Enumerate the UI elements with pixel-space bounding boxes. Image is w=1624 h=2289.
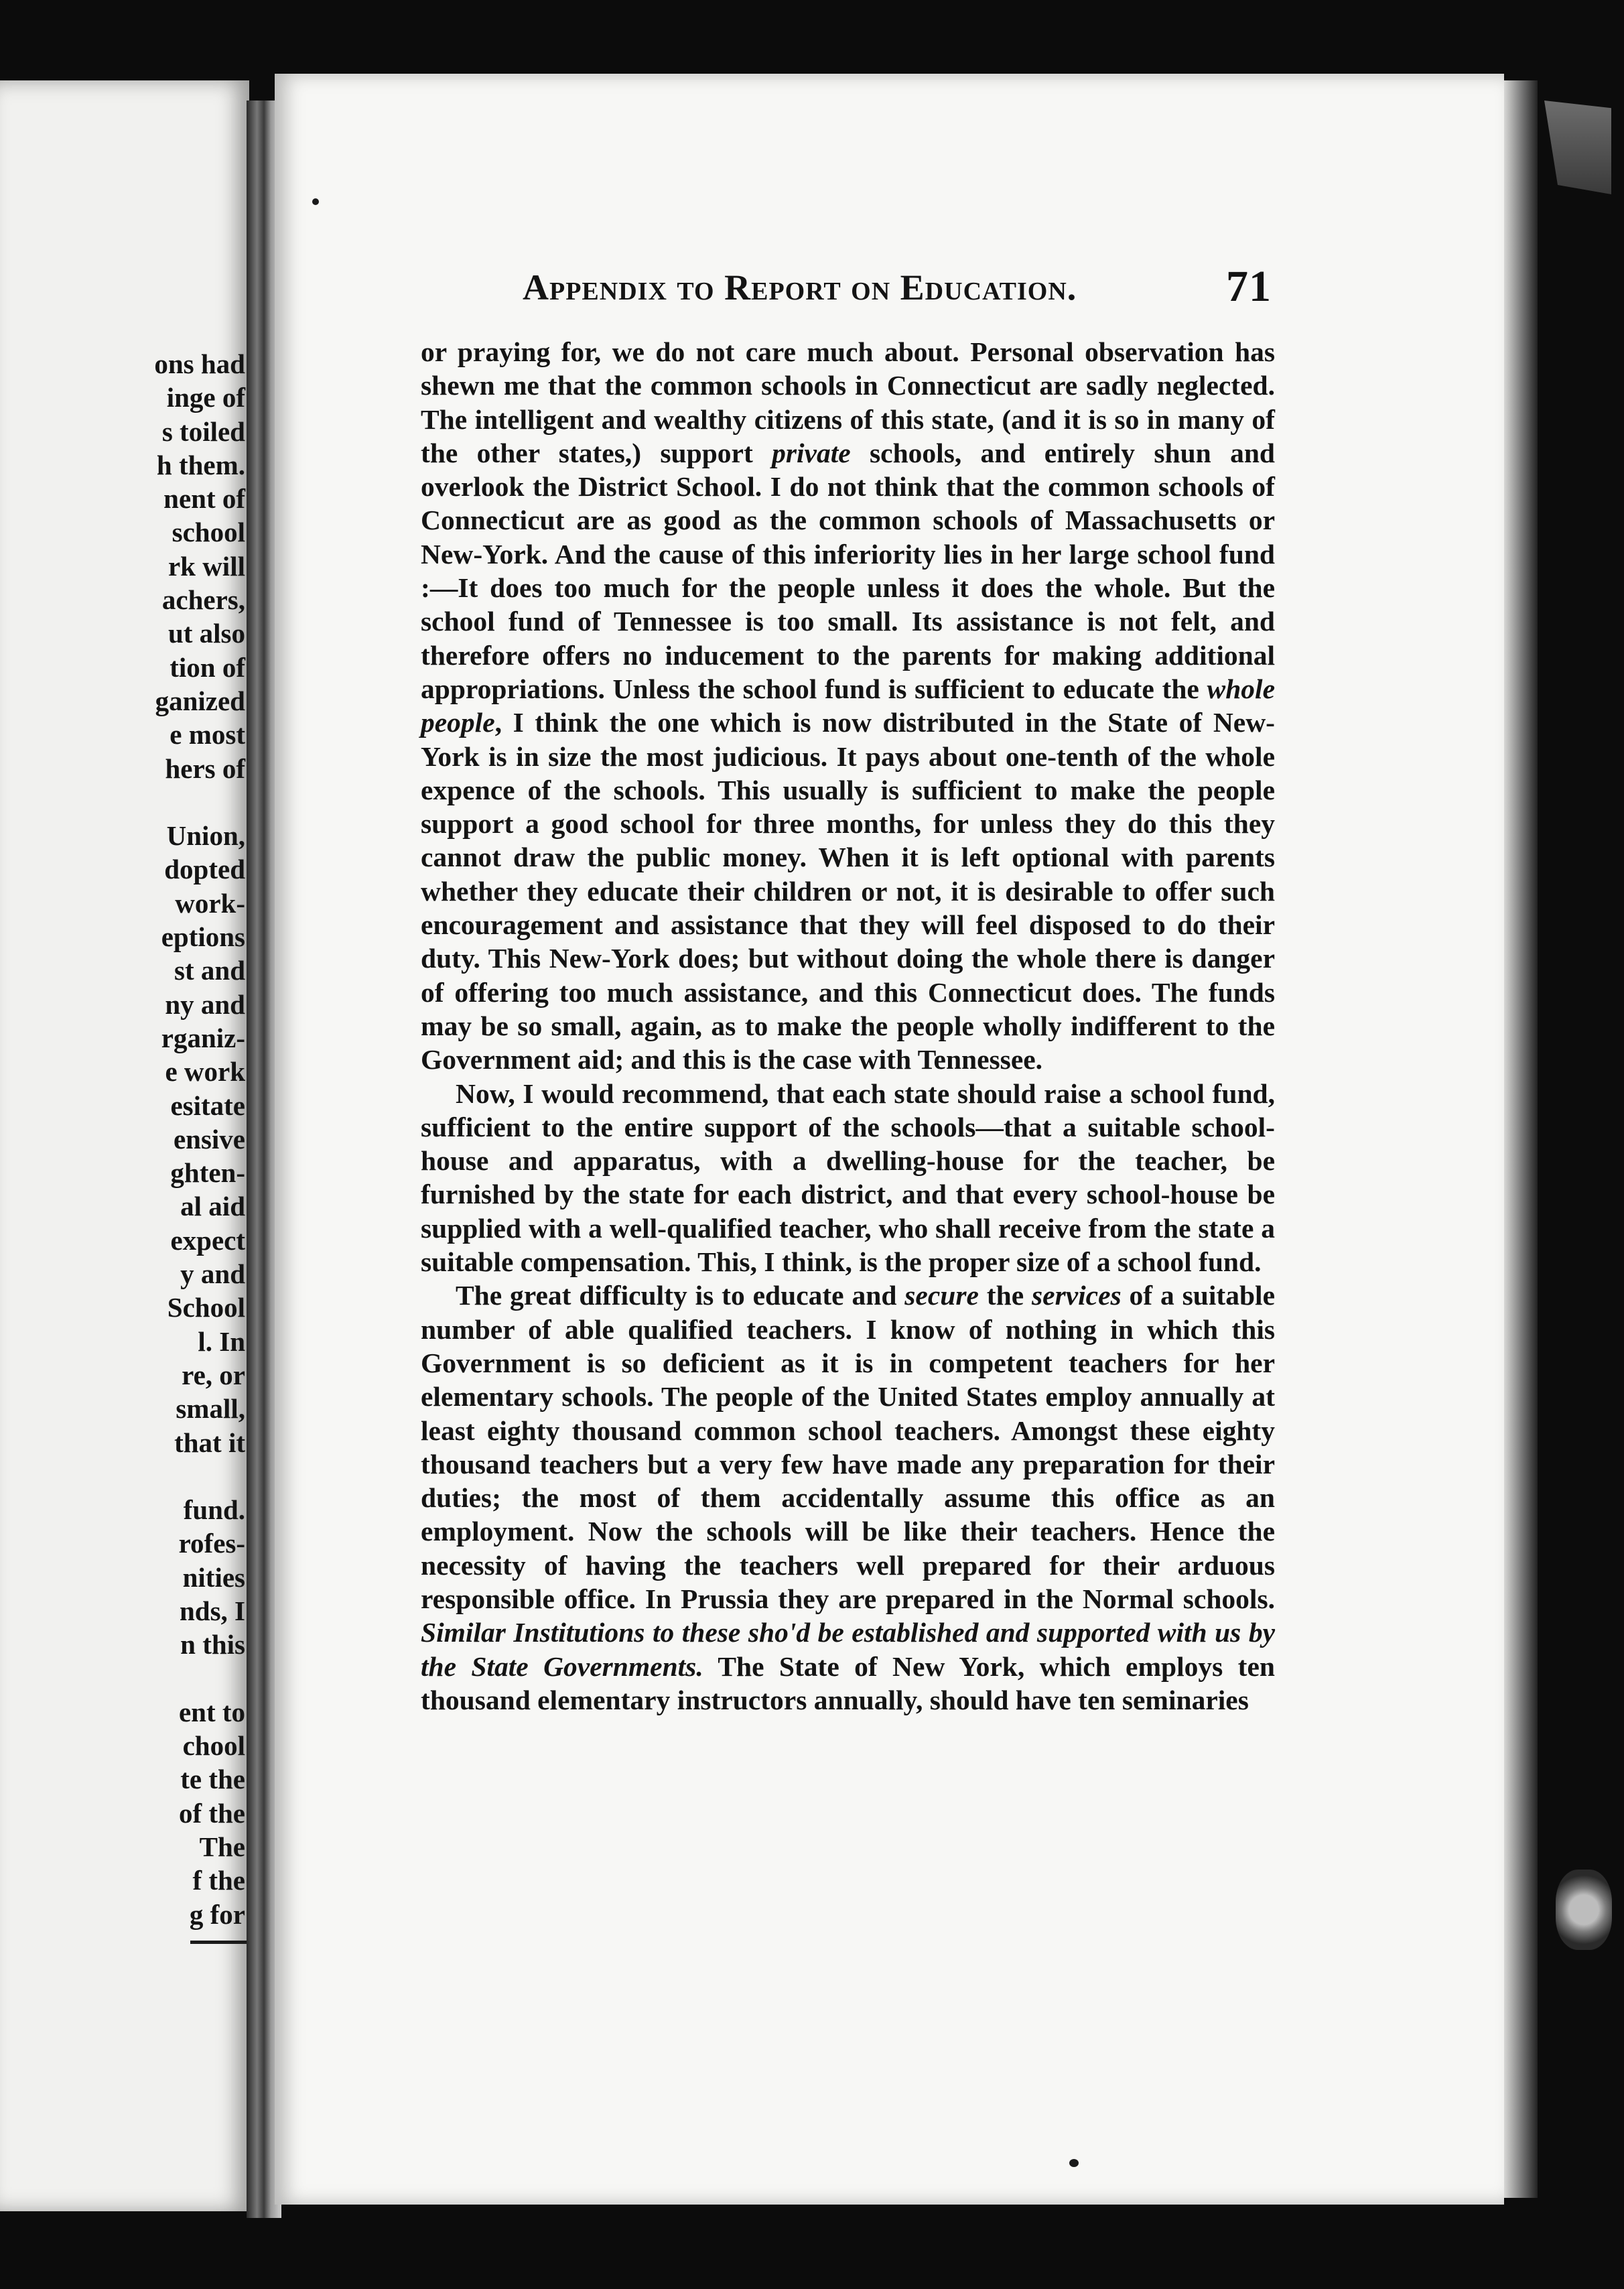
left-page-line: School [167, 1292, 245, 1323]
left-page-line: nds, I [179, 1595, 245, 1626]
left-page-line: nities [182, 1561, 245, 1593]
left-page-line [4, 1662, 245, 1695]
text-run: or praying for, we do not care much about. Personal observation has shewn me that the common schools in Connecticut are sadly neglected. The intelligent and wealthy citizens of this state, (and it is so in many of the other states,) support [421, 336, 1275, 468]
left-page-line: ensive [173, 1123, 245, 1155]
left-page-line: dopted [164, 854, 245, 885]
left-page-line: inge of [166, 382, 245, 413]
text-run: of a suitable number of able qualified teachers. I know of nothing in which this Government is so deficient as it is in competent teachers for her elementary schools. The people of the United States employ annually at least eighty thousand common school teachers. Amongst these eighty thousand teachers but a very few have made any preparation for their duties; the most of them accidentally assume this office as an employment. Now the schools will be like their teachers. Hence the necessity of having the teachers well prepared for their arduous responsible office. In Prussia they are prepared in the Normal schools. [421, 1280, 1275, 1614]
left-page-line: ons had [154, 348, 245, 379]
paragraph [421, 1077, 1275, 1279]
left-page-line: al aid [180, 1191, 245, 1222]
left-page-line: e most [170, 719, 245, 750]
text-run: The great difficulty is to educate and [456, 1280, 905, 1311]
left-page-line: school [172, 517, 245, 548]
left-page-line: small, [176, 1393, 245, 1425]
page-number: 71 [1226, 262, 1272, 311]
header-title: Appendix to Report on Education. [523, 267, 1077, 308]
left-page-line: chool [182, 1730, 245, 1762]
left-page-text [4, 347, 245, 1931]
left-page-line: ut also [167, 618, 245, 649]
text-run: , I think the one which is now distributed in the State of New-York is in size the most judicious. It pays about one-tenth of the whole expence of the schools. This usually is sufficient to make the people support a good school for three months, for unless they do this they cannot draw the public money. When it is left optional with parents whether they educate their children or not, it is desirable to offer such encouragement and assistance that they will feel disposed to do their duty. This New-York does; but without doing the whole there is danger of offering too much assistance, and this Connecticut does. The funds may be so small, again, as to make the people wholly indifferent to the Government aid; and this is the case with Tennessee. [421, 707, 1275, 1075]
print-speck [1069, 2159, 1079, 2167]
left-page-line: n this [180, 1629, 245, 1660]
italic-text: private [772, 437, 851, 468]
text-run: the [978, 1280, 1032, 1311]
left-page-line: nent of [163, 483, 245, 515]
italic-text: whole people [421, 673, 1275, 738]
page-edge [1504, 80, 1538, 2198]
text-run: schools, and entirely shun and overlook the District School. I do not think that the common schools of Connecticut are as good as the common schools of Massachusetts or New-York. And the cause of this inferiority lies in her large school fund :—It does too much for the people unless it does the whole. But the school fund of Tennessee is too small. Its assistance is not felt, and therefore offers no inducement to the parents for making additional appropriations. Unless the school fund is sufficient to educate the [421, 437, 1276, 704]
library-stamp [1556, 1870, 1612, 1950]
left-page-line: Union, [166, 820, 245, 852]
left-page-line: ganized [155, 685, 245, 716]
left-page-line: ghten- [170, 1157, 245, 1189]
left-page-line: rk will [167, 550, 245, 582]
left-page-line: achers, [161, 584, 245, 616]
left-page-line: that it [174, 1427, 245, 1458]
left-page [0, 80, 249, 2211]
left-page-line: hers of [165, 753, 245, 784]
left-page-line: s toiled [161, 415, 245, 447]
left-page-line: eptions [161, 921, 245, 953]
left-page-line: h them. [156, 449, 245, 480]
print-speck [312, 198, 319, 205]
left-page-line: rofes- [178, 1528, 245, 1559]
left-page-line: e work [165, 1056, 245, 1088]
left-page-line: ny and [165, 988, 245, 1020]
left-page-line: of the [178, 1797, 245, 1829]
left-page-line: tion of [170, 651, 245, 683]
scan-edge-mark [1544, 101, 1611, 194]
left-page-line: f the [192, 1865, 245, 1896]
paragraph [421, 335, 1275, 1077]
left-page-line: g for [189, 1898, 245, 1930]
left-page-line: work- [175, 887, 245, 919]
paragraph [421, 1279, 1275, 1717]
left-page-line: y and [180, 1258, 245, 1290]
left-page-line: l. In [198, 1325, 245, 1357]
left-page-line: The [199, 1831, 245, 1863]
left-page-line: re, or [182, 1359, 245, 1390]
italic-text: secure [904, 1280, 979, 1311]
italic-text: Similar Institutions to these sho'd be established and supported with us by the State Governments. [421, 1617, 1275, 1682]
left-page-line: te the [180, 1764, 245, 1795]
text-run: The State of New York, which employs ten thousand elementary instructors annually, should have ten seminaries [421, 1650, 1275, 1715]
running-header [523, 262, 1272, 320]
body-text [421, 335, 1275, 1717]
left-page-line: ent to [178, 1696, 245, 1727]
left-page-line: fund. [183, 1494, 245, 1526]
left-page-line [4, 785, 245, 819]
left-page-line [4, 1459, 245, 1493]
left-page-line: rganiz- [161, 1022, 245, 1053]
italic-text: services [1032, 1280, 1122, 1311]
left-page-line: expect [170, 1224, 245, 1256]
left-page-rule [190, 1941, 249, 1944]
left-page-line: st and [174, 955, 245, 986]
left-page-line: esitate [170, 1090, 245, 1121]
text-run: Now, I would recommend, that each state should raise a school fund, sufficient to the entire support of the schools—that a suitable school-house and apparatus, with a dwelling-house for the teacher, be furnished by the state for each district, and that every school-house be supplied with a well-qualified teacher, who shall receive from the state a suitable compensation. This, I think, is the proper size of a school fund. [421, 1077, 1275, 1278]
